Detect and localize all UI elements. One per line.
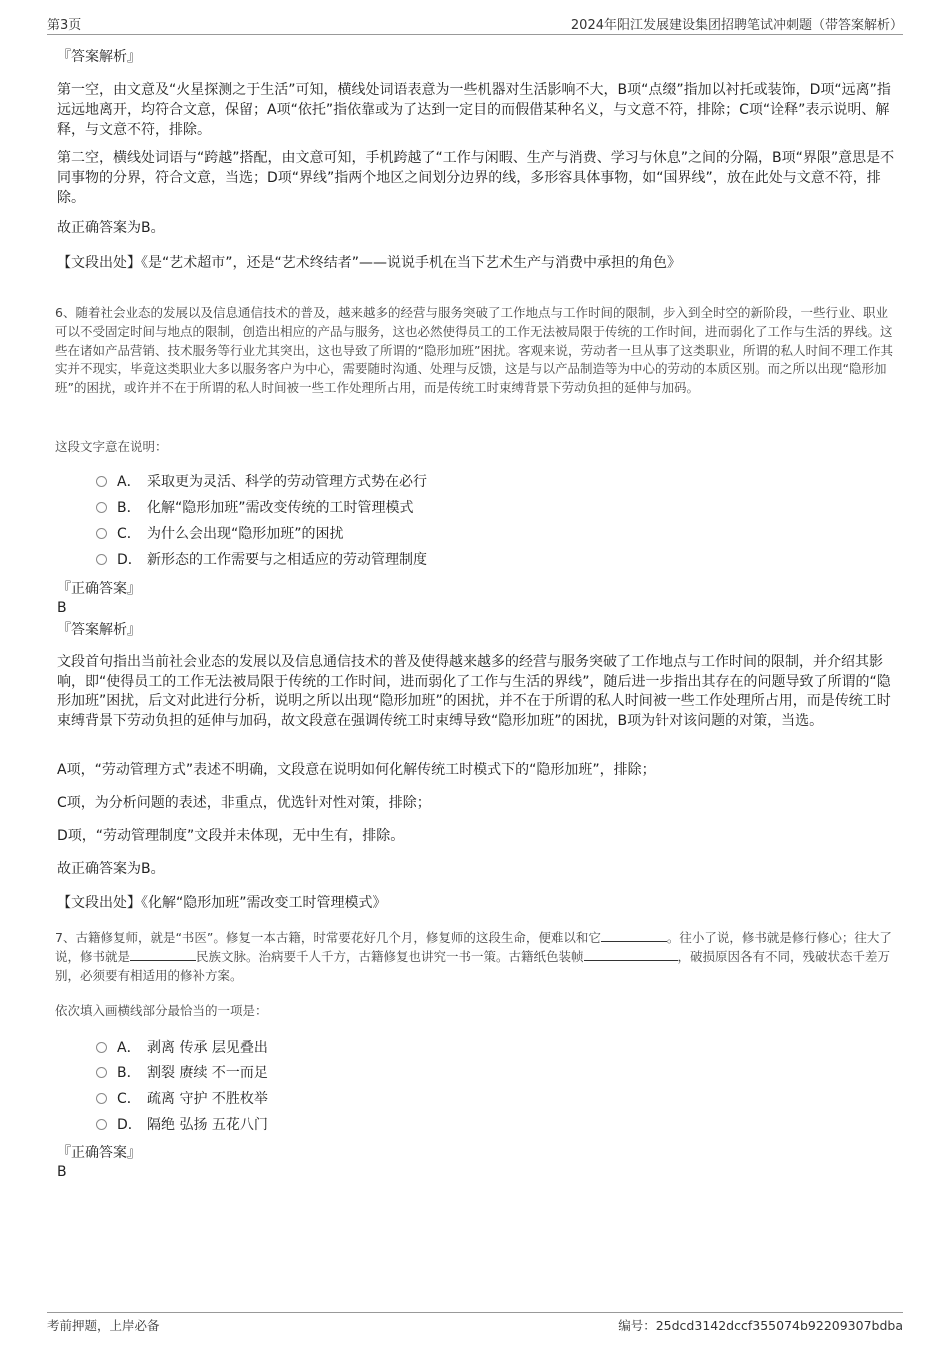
- radio-icon[interactable]: [96, 1119, 107, 1130]
- option-text: 疏离 守护 不胜枚举: [147, 1091, 268, 1107]
- radio-icon[interactable]: [96, 502, 107, 513]
- q6-option-b[interactable]: B． 化解“隐形加班”需改变传统的工时管理模式: [96, 498, 414, 518]
- option-text: 隔绝 弘扬 五花八门: [147, 1117, 268, 1133]
- q6-conclusion: 故正确答案为B。: [57, 861, 165, 877]
- q6-note-c: C项，为分析问题的表述，非重点，优选针对性对策，排除；: [57, 795, 431, 811]
- document-id: 编号：25dcd3142dccf355074b92209307bdba: [618, 1318, 903, 1333]
- option-text: 为什么会出现“隐形加班”的困扰: [147, 526, 344, 542]
- q5-analysis-para-2: 第二空，横线处词语与“跨越”搭配，由文意可知，手机跨越了“工作与闲暇、生产与消费、学习与休息”之间的分隔，B项“界限”意思是不同事物的分界，符合文意，当选；D项“界线”指两个地区之间划分边界的线，多形容具体事物，如“国界线”，放在此处与文意不符，排除。: [57, 150, 895, 206]
- q5-source: 【文段出处】《是“艺术超市”，还是“艺术终结者”——说说手机在当下艺术生产与消费中承担的角色》: [57, 255, 682, 271]
- q6-source: 【文段出处】《化解“隐形加班”需改变工时管理模式》: [57, 895, 387, 911]
- q6-analysis-label: 『答案解析』: [57, 622, 141, 638]
- q7-option-d[interactable]: D． 隔绝 弘扬 五花八门: [96, 1115, 268, 1135]
- q5-analysis-para-1: 第一空，由文意及“火星探测之于生活”可知，横线处词语表意为一些机器对生活影响不大，B项“点缀”指加以衬托或装饰，D项“远离”指远远地离开，均符合文意，保留；A项“依托”指依靠或为了达到一定目的而假借某种名义，与文意不符，排除；C项“诠释”表示说明、解释，与文意不符，排除。: [57, 82, 891, 138]
- option-text: 新形态的工作需要与之相适应的劳动管理制度: [147, 552, 427, 568]
- q6-note-d: D项，“劳动管理制度”文段并未体现，无中生有，排除。: [57, 828, 405, 844]
- q6-option-c[interactable]: C． 为什么会出现“隐形加班”的困扰: [96, 524, 344, 544]
- q6-answer: B: [57, 600, 67, 616]
- q5-conclusion: 故正确答案为B。: [57, 220, 165, 236]
- fill-blank-2[interactable]: [130, 948, 196, 961]
- radio-icon[interactable]: [96, 1093, 107, 1104]
- q6-option-d[interactable]: D． 新形态的工作需要与之相适应的劳动管理制度: [96, 550, 427, 570]
- q6-stem: 6、随着社会业态的发展以及信息通信技术的普及，越来越多的经营与服务突破了工作地点与工作时间的限制，步入到全时空的新阶段，一些行业、职业可以不受固定时间与地点的限制，创造出相应的产品与服务，这也必然使得员工的工作无法被局限于传统的工作时间，进而弱化了工作与生活的界线。这些在诸如产品营销、技术服务等行业尤其突出，这也导致了所谓的“隐形加班”困扰。客观来说，劳动者一旦从事了这类职业，所谓的私人时间不理工作其实并不现实，毕竟这类职业大多以服务客户为中心，需要随时沟通、处理与反馈，这是与以产品制造等为中心的劳动的本质区别。而之所以出现“隐形加班”的困扰，或许并不在于所谓的私人时间被一些工作处理所占用，而是传统工时束缚背景下劳动负担的延伸与加码。: [55, 305, 893, 396]
- q5-analysis-label: 『答案解析』: [57, 49, 141, 65]
- q6-prompt: 这段文字意在说明：: [55, 439, 168, 454]
- fill-blank-1[interactable]: [601, 929, 667, 942]
- fill-blank-3[interactable]: [584, 948, 678, 961]
- radio-icon[interactable]: [96, 528, 107, 539]
- option-text: 采取更为灵活、科学的劳动管理方式势在必行: [147, 474, 427, 490]
- q6-analysis: 文段首句指出当前社会业态的发展以及信息通信技术的普及使得越来越多的经营与服务突破了工作地点与工作时间的限制，并介绍其影响，即“使得员工的工作无法被局限于传统的工作时间，进而弱化了工作与生活的界线”，随后进一步指出其存在的问题导致了所谓的“隐形加班”困扰，后文对此进行分析，说明之所以出现“隐形加班”的困扰，并不在于所谓的私人时间被一些工作处理所占用，而是传统工时束缚背景下劳动负担的延伸与加码，故文段意在强调传统工时束缚导致“隐形加班”的困扰，B项为针对该问题的对策，当选。: [57, 654, 891, 729]
- q6-note-a: A项，“劳动管理方式”表述不明确，文段意在说明如何化解传统工时模式下的“隐形加班”，排除；: [57, 762, 656, 778]
- q7-answer-label: 『正确答案』: [57, 1145, 141, 1161]
- q7-option-b[interactable]: B． 割裂 赓续 不一而足: [96, 1063, 268, 1083]
- radio-icon[interactable]: [96, 476, 107, 487]
- option-text: 割裂 赓续 不一而足: [147, 1065, 268, 1081]
- radio-icon[interactable]: [96, 1042, 107, 1053]
- q6-answer-label: 『正确答案』: [57, 581, 141, 597]
- page-number: 第3页: [47, 18, 82, 33]
- option-text: 剥离 传承 层见叠出: [147, 1040, 268, 1056]
- q7-option-c[interactable]: C． 疏离 守护 不胜枚举: [96, 1089, 268, 1109]
- q7-stem: 7、古籍修复师，就是“书医”。修复一本古籍，时常要花好几个月，修复师的这段生命，便难以和它 。往小了说，修书就是修行修心；往大了说，修书就是 民族文脉。治病要千人千方，古籍修复也讲究一书一策。古籍纸色装帧 ，破损原因各有不同，残破状态千差万别，必须要有相适用的修补方案。: [55, 930, 892, 983]
- radio-icon[interactable]: [96, 554, 107, 565]
- footer-slogan: 考前押题，上岸必备: [47, 1318, 160, 1333]
- option-text: 化解“隐形加班”需改变传统的工时管理模式: [147, 500, 414, 516]
- q7-prompt: 依次填入画横线部分最恰当的一项是：: [55, 1003, 268, 1018]
- page-footer: [47, 1312, 903, 1334]
- radio-icon[interactable]: [96, 1067, 107, 1078]
- q6-option-a[interactable]: A． 采取更为灵活、科学的劳动管理方式势在必行: [96, 472, 427, 492]
- q7-answer: B: [57, 1164, 67, 1180]
- q7-option-a[interactable]: A． 剥离 传承 层见叠出: [96, 1038, 268, 1058]
- document-title: 2024年阳江发展建设集团招聘笔试冲刺题（带答案解析）: [570, 18, 903, 33]
- page-header: [47, 14, 903, 35]
